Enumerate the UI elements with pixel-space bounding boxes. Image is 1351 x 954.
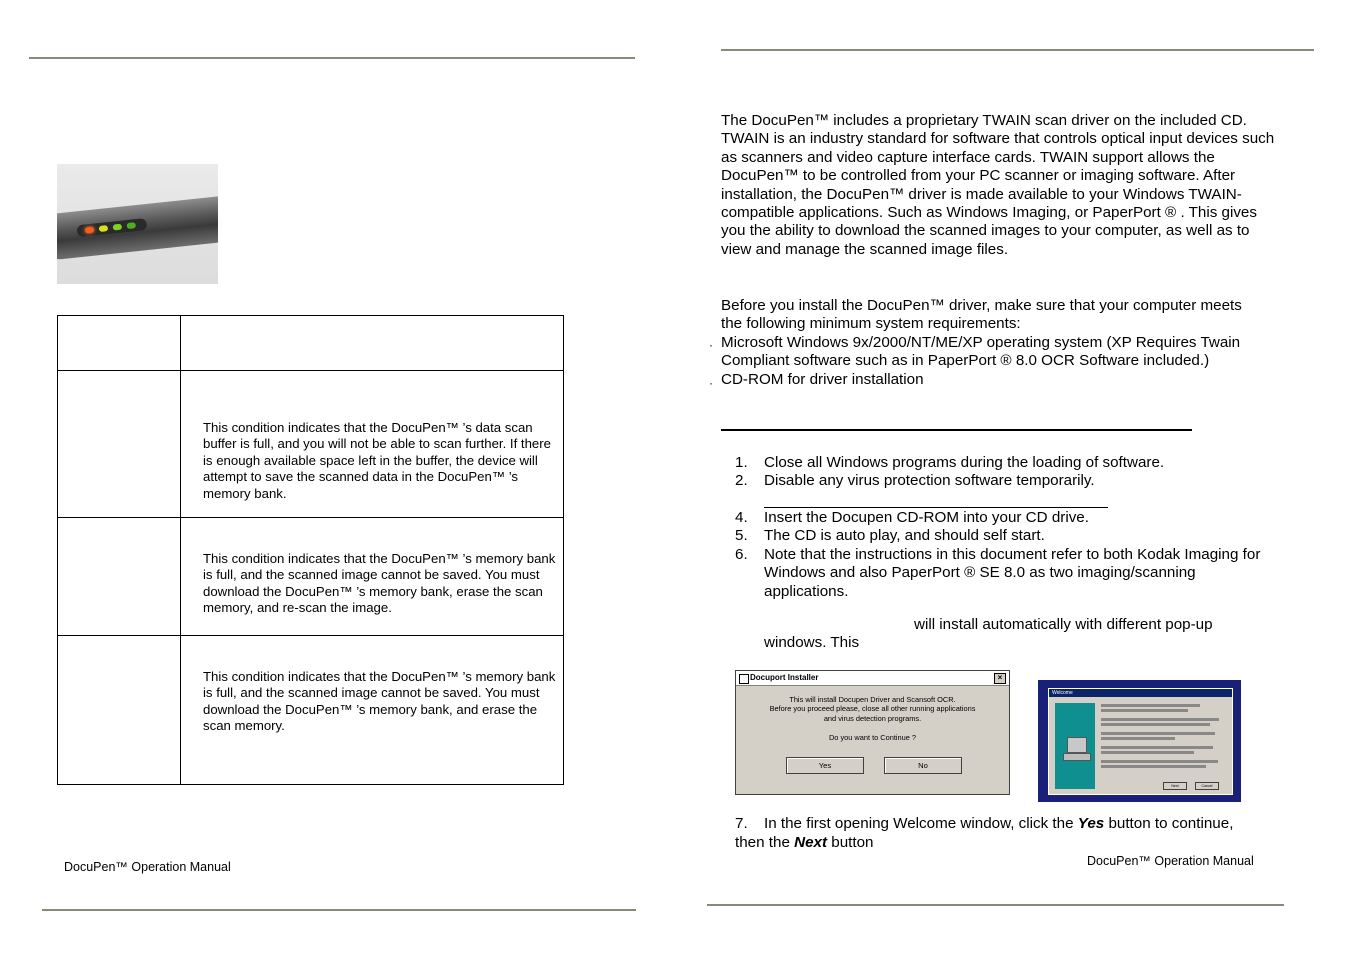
top-rule-left bbox=[29, 57, 635, 59]
computer-icon bbox=[1067, 737, 1087, 753]
close-icon: × bbox=[994, 673, 1006, 684]
led-indicator-photo bbox=[57, 164, 218, 284]
bullet-1: · bbox=[709, 338, 713, 352]
requirement-os: Microsoft Windows 9x/2000/NT/ME/XP operating system (XP Requires Twain Compliant software such as in PaperPort ® 8.0 OCR Software included.) bbox=[721, 334, 1241, 370]
list-item: 5. The CD is auto play, and should self start. bbox=[735, 527, 1045, 544]
top-rule-right bbox=[721, 49, 1314, 51]
step-7: 7. In the first opening Welcome window, click the Yes button to continue, bbox=[735, 815, 1234, 832]
no-button[interactable]: No bbox=[884, 757, 962, 774]
footer-left: DocuPen™ Operation Manual bbox=[64, 860, 231, 874]
table-row: This condition indicates that the DocuPen™ ’s memory bank is full, and the scanned image cannot be saved. You must download the DocuPen™ ’s memory bank, and erase the scan memory. bbox=[203, 669, 556, 734]
bullet-2: · bbox=[709, 376, 713, 390]
welcome-window-screenshot: Welcome Next Cancel bbox=[1038, 680, 1241, 802]
cancel-button[interactable]: Cancel bbox=[1195, 782, 1219, 790]
app-icon bbox=[739, 674, 749, 684]
blank-step-line bbox=[764, 507, 1108, 508]
led-status-table bbox=[57, 315, 564, 785]
auto-install-line-1: will install automatically with different pop-up bbox=[914, 616, 1213, 633]
footer-right: DocuPen™ Operation Manual bbox=[1087, 854, 1254, 868]
step-7-continued: then the Next button bbox=[735, 834, 874, 851]
twain-intro-paragraph: The DocuPen™ includes a proprietary TWAIN scan driver on the included CD. TWAIN is an industry standard for software that controls optical input devices such as scanners and video capture interface cards. TWAIN support allows the DocuPen™ to be controlled from your PC scanner or imaging software. After installation, the DocuPen™ driver is made available to your Windows TWAIN-compatible applications. Such as Windows Imaging, or PaperPort ® . This gives you the ability to download the scanned images to your computer, as well as to view and manage the scanned image files. bbox=[721, 112, 1275, 258]
pen-body bbox=[57, 193, 218, 262]
list-item: 1. Close all Windows programs during the loading of software. bbox=[735, 454, 1165, 471]
section-underline bbox=[721, 429, 1192, 431]
bottom-rule-left bbox=[42, 909, 636, 911]
list-item: 6. Note that the instructions in this document refer to both Kodak Imaging for Windows and also PaperPort ® SE 8.0 as two imaging/scanning applications. bbox=[735, 546, 1261, 600]
list-item: 2. Disable any virus protection software temporarily. bbox=[735, 472, 1095, 489]
yes-button[interactable]: Yes bbox=[786, 757, 864, 774]
requirements-intro: Before you install the DocuPen™ driver, make sure that your computer meets the following minimum system requirements: bbox=[721, 297, 1242, 333]
next-button[interactable]: Next bbox=[1163, 782, 1187, 790]
list-item: 4. Insert the Docupen CD-ROM into your CD drive. bbox=[735, 509, 1089, 526]
bottom-rule-right bbox=[707, 904, 1284, 906]
table-row: This condition indicates that the DocuPen™ ’s data scan buffer is full, and you will not be able to scan further. If there is enough available space left in the buffer, the device will attempt to save the scanned data in the DocuPen™ ’s memory bank. bbox=[203, 420, 551, 501]
computer-illustration bbox=[1055, 703, 1095, 789]
installer-dialog-screenshot: Docuport Installer × This will install Docupen Driver and Scansoft OCR. Before you proceed please, close all other running applications and virus detection programs. Do you want to Continue ? Yes No bbox=[735, 670, 1010, 795]
requirement-cdrom: CD-ROM for driver installation bbox=[721, 371, 924, 388]
table-row: This condition indicates that the DocuPen™ ’s memory bank is full, and the scanned image cannot be saved. You must download the DocuPen™ ’s memory bank, erase the scan memory, and re-scan the image. bbox=[203, 551, 556, 616]
auto-install-line-2: windows. This bbox=[764, 634, 860, 651]
